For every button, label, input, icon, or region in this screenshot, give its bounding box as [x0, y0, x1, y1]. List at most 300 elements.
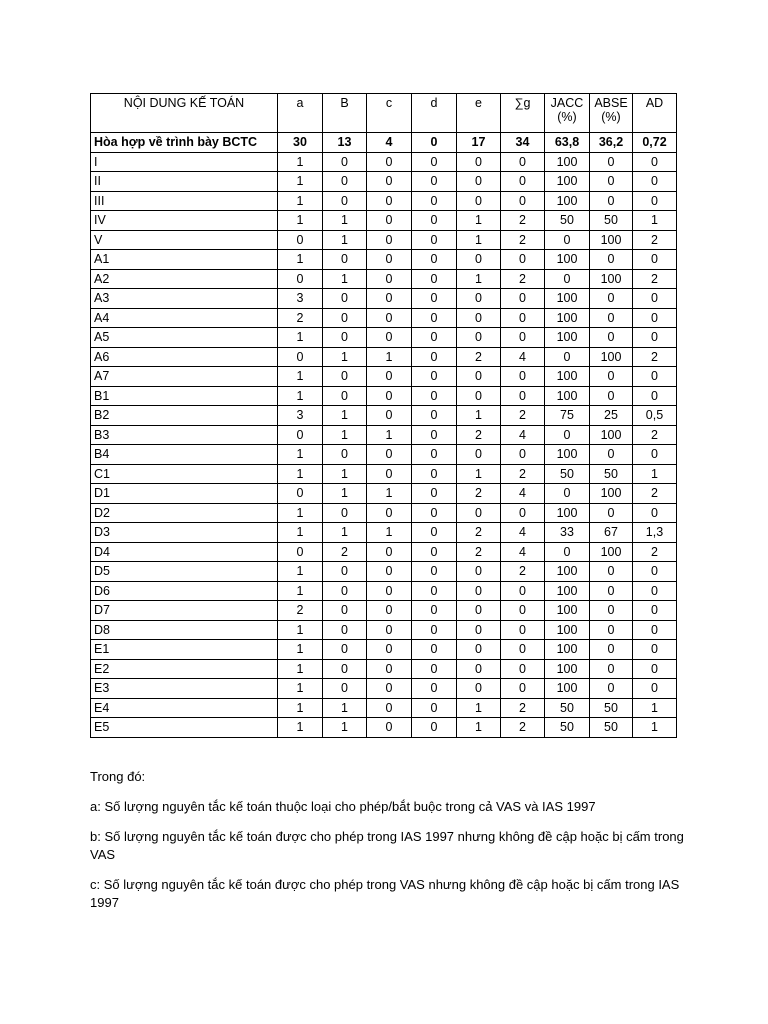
value-cell: 4	[367, 133, 412, 153]
value-cell: 0	[412, 640, 457, 660]
value-cell: 1	[278, 172, 323, 192]
value-cell: 1	[323, 425, 367, 445]
value-cell: 0	[590, 289, 633, 309]
value-cell: 0	[457, 562, 501, 582]
value-cell: 100	[545, 152, 590, 172]
value-cell: 2	[633, 230, 677, 250]
value-cell: 1	[633, 698, 677, 718]
value-cell: 1	[367, 523, 412, 543]
row-label-cell: I	[91, 152, 278, 172]
value-cell: 0	[412, 250, 457, 270]
value-cell: 0	[457, 679, 501, 699]
value-cell: 0	[590, 659, 633, 679]
note-b: b: Số lượng nguyên tắc kế toán được cho phép trong IAS 1997 nhưng không đề cập hoặc bị cấm trong VAS	[90, 828, 684, 862]
value-cell: 0	[323, 503, 367, 523]
value-cell: 0	[412, 367, 457, 387]
row-label-cell: A4	[91, 308, 278, 328]
value-cell: 1	[457, 230, 501, 250]
value-cell: 0	[633, 601, 677, 621]
value-cell: 0	[412, 503, 457, 523]
value-cell: 1	[633, 718, 677, 738]
value-cell: 100	[590, 347, 633, 367]
row-label-cell: A3	[91, 289, 278, 309]
value-cell: 0	[457, 386, 501, 406]
value-cell: 1	[323, 406, 367, 426]
value-cell: 0	[633, 581, 677, 601]
value-cell: 0	[590, 152, 633, 172]
value-cell: 0	[457, 152, 501, 172]
value-cell: 0	[367, 152, 412, 172]
value-cell: 0	[412, 679, 457, 699]
value-cell: 0	[412, 347, 457, 367]
value-cell: ∑g	[501, 94, 545, 133]
value-cell: 0	[412, 425, 457, 445]
value-cell: 0	[633, 445, 677, 465]
value-cell: 13	[323, 133, 367, 153]
value-cell: AD	[633, 94, 677, 133]
value-cell: 1	[278, 386, 323, 406]
value-cell: 2	[501, 698, 545, 718]
value-cell: 0	[501, 581, 545, 601]
value-cell: 0	[412, 191, 457, 211]
value-cell: 0	[633, 191, 677, 211]
value-cell: 75	[545, 406, 590, 426]
value-cell: 1	[278, 328, 323, 348]
value-cell: 63,8	[545, 133, 590, 153]
value-cell: 0	[633, 172, 677, 192]
value-cell: 1	[278, 464, 323, 484]
value-cell: 0	[367, 250, 412, 270]
value-cell: 0	[412, 269, 457, 289]
value-cell: 0	[633, 640, 677, 660]
value-cell: 2	[457, 542, 501, 562]
row-label-cell: A7	[91, 367, 278, 387]
value-cell: 0	[590, 191, 633, 211]
value-cell: 1	[457, 464, 501, 484]
value-cell: 50	[545, 211, 590, 231]
value-cell: 0	[412, 328, 457, 348]
value-cell: 1	[367, 347, 412, 367]
table-row	[91, 152, 677, 172]
value-cell: 0	[457, 503, 501, 523]
value-cell: 0	[412, 152, 457, 172]
row-label-cell: NỘI DUNG KẾ TOÁN	[91, 94, 278, 133]
value-cell: 100	[545, 679, 590, 699]
value-cell: 0	[633, 386, 677, 406]
value-cell: 0	[633, 679, 677, 699]
value-cell: 0	[323, 679, 367, 699]
value-cell: 3	[278, 289, 323, 309]
value-cell: 50	[590, 211, 633, 231]
value-cell: 0	[367, 601, 412, 621]
value-cell: 0	[412, 698, 457, 718]
value-cell: 0	[457, 308, 501, 328]
value-cell: 4	[501, 542, 545, 562]
value-cell: 1	[323, 464, 367, 484]
value-cell: 0	[278, 484, 323, 504]
value-cell: 2	[501, 406, 545, 426]
value-cell: 1	[278, 679, 323, 699]
row-label-cell: E4	[91, 698, 278, 718]
value-cell: 100	[545, 581, 590, 601]
value-cell: 100	[545, 289, 590, 309]
value-cell: 2	[501, 718, 545, 738]
row-label-cell: D4	[91, 542, 278, 562]
row-label-cell: B2	[91, 406, 278, 426]
row-label-cell: D6	[91, 581, 278, 601]
value-cell: 100	[545, 601, 590, 621]
value-cell: 0	[501, 601, 545, 621]
table-row	[91, 464, 677, 484]
value-cell: 30	[278, 133, 323, 153]
value-cell: 100	[545, 250, 590, 270]
value-cell: 0	[323, 152, 367, 172]
value-cell: 0	[545, 230, 590, 250]
value-cell: 100	[590, 542, 633, 562]
row-label-cell: B1	[91, 386, 278, 406]
value-cell: 1	[278, 698, 323, 718]
value-cell: 0	[457, 640, 501, 660]
value-cell: 25	[590, 406, 633, 426]
value-cell: d	[412, 94, 457, 133]
row-label-cell: II	[91, 172, 278, 192]
value-cell: 100	[545, 445, 590, 465]
value-cell: 100	[545, 620, 590, 640]
table-row	[91, 191, 677, 211]
value-cell: 1	[278, 620, 323, 640]
value-cell: 100	[545, 503, 590, 523]
value-cell: 0	[590, 601, 633, 621]
value-cell: 0,5	[633, 406, 677, 426]
table-row	[91, 367, 677, 387]
row-label-cell: V	[91, 230, 278, 250]
value-cell: 0	[590, 386, 633, 406]
value-cell: 0	[367, 620, 412, 640]
value-cell: 100	[545, 172, 590, 192]
value-cell: JACC (%)	[545, 94, 590, 133]
row-label-cell: E3	[91, 679, 278, 699]
value-cell: 4	[501, 347, 545, 367]
value-cell: 0	[457, 191, 501, 211]
value-cell: 0	[501, 640, 545, 660]
value-cell: 0	[633, 620, 677, 640]
value-cell: 0	[590, 445, 633, 465]
value-cell: 0	[545, 347, 590, 367]
value-cell: 1	[278, 562, 323, 582]
value-cell: 1	[457, 269, 501, 289]
value-cell: 0	[412, 601, 457, 621]
value-cell: 0	[501, 308, 545, 328]
value-cell: 0	[367, 328, 412, 348]
note-c: c: Số lượng nguyên tắc kế toán được cho phép trong VAS nhưng không đề cập hoặc bị cấm trong IAS 1997	[90, 876, 680, 910]
value-cell: 50	[545, 698, 590, 718]
value-cell: 0	[367, 698, 412, 718]
value-cell: 0	[323, 367, 367, 387]
value-cell: 2	[278, 308, 323, 328]
value-cell: 0	[278, 425, 323, 445]
summary-row	[91, 133, 677, 153]
value-cell: 1	[367, 425, 412, 445]
value-cell: 0	[412, 523, 457, 543]
table-row	[91, 269, 677, 289]
value-cell: 1	[323, 698, 367, 718]
value-cell: 1	[323, 211, 367, 231]
table-row	[91, 347, 677, 367]
value-cell: 0	[501, 445, 545, 465]
table-row	[91, 679, 677, 699]
value-cell: 0	[545, 542, 590, 562]
row-label-cell: III	[91, 191, 278, 211]
table-row	[91, 172, 677, 192]
value-cell: 4	[501, 523, 545, 543]
table-row	[91, 425, 677, 445]
value-cell: 0	[501, 172, 545, 192]
value-cell: 1	[278, 659, 323, 679]
value-cell: 0	[501, 679, 545, 699]
table-row	[91, 542, 677, 562]
value-cell: 0	[367, 445, 412, 465]
row-label-cell: E1	[91, 640, 278, 660]
value-cell: a	[278, 94, 323, 133]
table-row	[91, 230, 677, 250]
value-cell: 1	[457, 718, 501, 738]
value-cell: 0	[457, 445, 501, 465]
table-row	[91, 308, 677, 328]
row-label-cell: E5	[91, 718, 278, 738]
value-cell: 0	[633, 367, 677, 387]
row-label-cell: D1	[91, 484, 278, 504]
value-cell: 0	[367, 211, 412, 231]
value-cell: 2	[633, 484, 677, 504]
value-cell: 0	[323, 581, 367, 601]
value-cell: 0	[323, 250, 367, 270]
value-cell: 0	[590, 679, 633, 699]
value-cell: 1	[323, 484, 367, 504]
value-cell: 1	[323, 718, 367, 738]
value-cell: 1	[323, 230, 367, 250]
value-cell: 0,72	[633, 133, 677, 153]
value-cell: 0	[457, 581, 501, 601]
value-cell: 2	[457, 523, 501, 543]
value-cell: 0	[457, 250, 501, 270]
value-cell: 0	[367, 230, 412, 250]
table-row	[91, 445, 677, 465]
value-cell: 3	[278, 406, 323, 426]
value-cell: 0	[278, 269, 323, 289]
value-cell: B	[323, 94, 367, 133]
value-cell: 0	[633, 250, 677, 270]
value-cell: 0	[501, 250, 545, 270]
value-cell: 0	[323, 308, 367, 328]
value-cell: 100	[545, 308, 590, 328]
table-row	[91, 211, 677, 231]
value-cell: 0	[590, 620, 633, 640]
value-cell: 0	[412, 230, 457, 250]
row-label-cell: A6	[91, 347, 278, 367]
value-cell: 50	[590, 718, 633, 738]
value-cell: 0	[367, 718, 412, 738]
value-cell: 0	[412, 211, 457, 231]
value-cell: 0	[412, 445, 457, 465]
value-cell: 0	[501, 659, 545, 679]
value-cell: 0	[501, 620, 545, 640]
value-cell: 0	[412, 562, 457, 582]
value-cell: 0	[412, 464, 457, 484]
row-label-cell: D7	[91, 601, 278, 621]
value-cell: 0	[501, 289, 545, 309]
value-cell: 0	[545, 484, 590, 504]
value-cell: 0	[323, 659, 367, 679]
value-cell: 0	[590, 640, 633, 660]
value-cell: 0	[323, 172, 367, 192]
value-cell: 0	[367, 269, 412, 289]
value-cell: 0	[367, 464, 412, 484]
value-cell: 50	[545, 464, 590, 484]
value-cell: 1	[278, 640, 323, 660]
value-cell: 67	[590, 523, 633, 543]
row-label-cell: IV	[91, 211, 278, 231]
value-cell: 50	[590, 698, 633, 718]
value-cell: e	[457, 94, 501, 133]
notes-section	[90, 768, 690, 924]
value-cell: 1	[278, 367, 323, 387]
value-cell: 0	[590, 308, 633, 328]
value-cell: 0	[412, 406, 457, 426]
value-cell: 2	[501, 230, 545, 250]
value-cell: 1	[323, 523, 367, 543]
table-row	[91, 289, 677, 309]
row-label-cell: D3	[91, 523, 278, 543]
value-cell: 0	[323, 445, 367, 465]
table-row	[91, 640, 677, 660]
value-cell: 100	[590, 269, 633, 289]
value-cell: 0	[367, 367, 412, 387]
value-cell: 0	[412, 308, 457, 328]
value-cell: 0	[412, 133, 457, 153]
table-row	[91, 250, 677, 270]
value-cell: 0	[323, 289, 367, 309]
table-row	[91, 484, 677, 504]
value-cell: 100	[545, 328, 590, 348]
value-cell: 0	[367, 289, 412, 309]
value-cell: 1	[323, 347, 367, 367]
value-cell: 36,2	[590, 133, 633, 153]
value-cell: 0	[633, 308, 677, 328]
value-cell: 0	[367, 308, 412, 328]
value-cell: 1	[457, 211, 501, 231]
value-cell: 1	[457, 406, 501, 426]
table-row	[91, 406, 677, 426]
value-cell: 34	[501, 133, 545, 153]
value-cell: 17	[457, 133, 501, 153]
value-cell: 1	[278, 250, 323, 270]
value-cell: 1	[278, 211, 323, 231]
value-cell: 1	[278, 718, 323, 738]
row-label-cell: E2	[91, 659, 278, 679]
value-cell: 0	[323, 601, 367, 621]
value-cell: 100	[545, 640, 590, 660]
value-cell: 2	[633, 425, 677, 445]
value-cell: 0	[323, 620, 367, 640]
value-cell: 0	[412, 484, 457, 504]
value-cell: 0	[367, 406, 412, 426]
value-cell: 0	[633, 659, 677, 679]
value-cell: 0	[412, 289, 457, 309]
table-row	[91, 581, 677, 601]
value-cell: 1	[633, 464, 677, 484]
value-cell: 1	[367, 484, 412, 504]
value-cell: 0	[590, 328, 633, 348]
value-cell: 0	[323, 328, 367, 348]
value-cell: 0	[590, 172, 633, 192]
value-cell: 0	[590, 562, 633, 582]
value-cell: 0	[412, 659, 457, 679]
row-label-cell: B4	[91, 445, 278, 465]
value-cell: 0	[367, 503, 412, 523]
value-cell: 0	[323, 562, 367, 582]
value-cell: 2	[501, 464, 545, 484]
value-cell: 0	[457, 367, 501, 387]
value-cell: 1	[278, 523, 323, 543]
value-cell: 0	[412, 172, 457, 192]
table-row	[91, 386, 677, 406]
value-cell: 2	[501, 211, 545, 231]
value-cell: 0	[412, 581, 457, 601]
harmonization-table	[90, 93, 677, 738]
table-row	[91, 659, 677, 679]
value-cell: 100	[590, 484, 633, 504]
value-cell: 2	[457, 484, 501, 504]
value-cell: 1	[633, 211, 677, 231]
table-row	[91, 698, 677, 718]
value-cell: 0	[457, 289, 501, 309]
value-cell: 100	[545, 562, 590, 582]
value-cell: 100	[545, 367, 590, 387]
value-cell: 2	[633, 269, 677, 289]
row-label-cell: A2	[91, 269, 278, 289]
value-cell: 1	[278, 503, 323, 523]
row-label-cell: D5	[91, 562, 278, 582]
table-row	[91, 718, 677, 738]
row-label-cell: Hòa hợp về trình bày BCTC	[91, 133, 278, 153]
value-cell: 0	[278, 230, 323, 250]
value-cell: 100	[545, 386, 590, 406]
value-cell: 1	[278, 581, 323, 601]
value-cell: 1	[457, 698, 501, 718]
value-cell: 2	[457, 425, 501, 445]
value-cell: 0	[323, 191, 367, 211]
value-cell: 1	[278, 445, 323, 465]
value-cell: 0	[367, 562, 412, 582]
row-label-cell: B3	[91, 425, 278, 445]
value-cell: 0	[590, 503, 633, 523]
value-cell: 1	[278, 191, 323, 211]
value-cell: 2	[633, 542, 677, 562]
value-cell: 50	[590, 464, 633, 484]
value-cell: 2	[501, 562, 545, 582]
value-cell: 33	[545, 523, 590, 543]
table-row	[91, 523, 677, 543]
value-cell: 0	[367, 640, 412, 660]
value-cell: 0	[633, 289, 677, 309]
value-cell: 0	[633, 328, 677, 348]
table-row	[91, 328, 677, 348]
value-cell: 0	[412, 620, 457, 640]
value-cell: 0	[323, 386, 367, 406]
table-row	[91, 601, 677, 621]
value-cell: 50	[545, 718, 590, 738]
value-cell: 1	[278, 152, 323, 172]
